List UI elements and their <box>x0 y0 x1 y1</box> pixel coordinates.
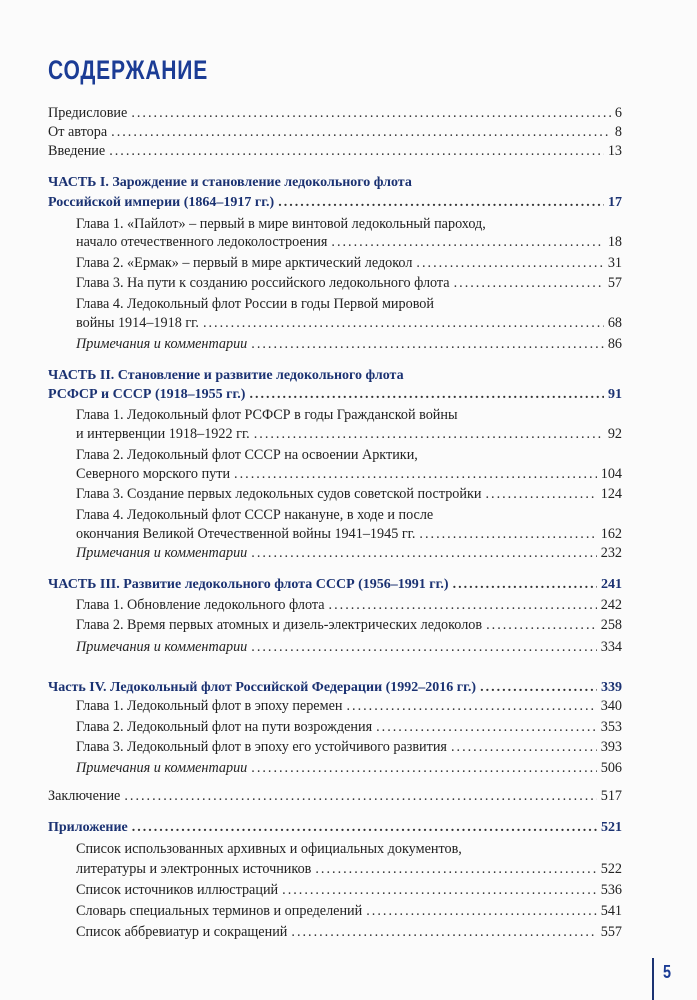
entry-title: Словарь специальных терминов и определений <box>76 903 363 919</box>
entry-title: Глава 3. Ледокольный флот в эпоху его устойчивого развития <box>76 739 447 755</box>
entry-title: Глава 2. Время первых атомных и дизель-электрических ледоколов <box>76 617 483 633</box>
toc-entry[interactable] <box>76 314 622 333</box>
entry-title: Глава 4. Ледокольный флот России в годы Первой мировой <box>76 296 434 312</box>
toc-entry[interactable] <box>76 254 622 273</box>
toc-entry[interactable] <box>76 697 622 716</box>
dot-leader <box>132 818 597 837</box>
entry-page-number: 162 <box>600 526 622 542</box>
dot-leader <box>453 575 597 594</box>
entry-title: Примечания и комментарии <box>76 336 248 352</box>
toc-entry[interactable] <box>76 335 622 354</box>
toc-entry[interactable] <box>76 465 622 484</box>
toc-entry[interactable] <box>76 638 622 657</box>
entry-title: войны 1914–1918 гг. <box>76 315 199 331</box>
toc-entry[interactable] <box>48 123 622 142</box>
entry-title: ЧАСТЬ II. Становление и развитие ледокольного флота <box>48 368 404 383</box>
dot-leader <box>131 104 611 123</box>
dot-leader <box>416 254 603 273</box>
entry-title: Примечания и комментарии <box>76 545 248 561</box>
entry-page-number: 258 <box>600 617 622 633</box>
toc-entry-line[interactable] <box>76 506 622 525</box>
toc-entry[interactable] <box>76 425 622 444</box>
dot-leader <box>451 738 597 757</box>
dot-leader <box>454 274 604 293</box>
toc-entry[interactable] <box>48 385 622 404</box>
toc-entry-line[interactable] <box>48 173 622 192</box>
entry-page-number: 521 <box>601 820 622 835</box>
entry-title: Глава 4. Ледокольный флот СССР накануне, в ходе и после <box>76 507 434 523</box>
entry-page-number: 57 <box>607 275 622 291</box>
toc-entry-line[interactable] <box>76 840 622 859</box>
dot-leader <box>251 335 604 354</box>
entry-title: и интервенции 1918–1922 гг. <box>76 426 250 442</box>
toc-entry[interactable] <box>48 678 622 697</box>
entry-title: Введение <box>48 143 106 159</box>
entry-page-number: 92 <box>607 426 622 442</box>
entry-page-number: 506 <box>600 760 622 776</box>
entry-page-number: 340 <box>600 698 622 714</box>
entry-page-number: 393 <box>600 739 622 755</box>
entry-page-number: 86 <box>607 336 622 352</box>
dot-leader <box>249 385 604 404</box>
toc-entry[interactable] <box>76 274 622 293</box>
entry-title: Список источников иллюстраций <box>76 882 279 898</box>
dot-leader <box>329 596 597 615</box>
toc-entry[interactable] <box>76 233 622 252</box>
entry-title: Северного морского пути <box>76 466 231 482</box>
entry-title: окончания Великой Отечественной войны 1941–1945 гг. <box>76 526 416 542</box>
toc-entry[interactable] <box>76 902 622 921</box>
page-title: СОДЕРЖАНИЕ <box>48 55 209 85</box>
entry-page-number: 104 <box>600 466 622 482</box>
dot-leader <box>203 314 604 333</box>
entry-page-number: 536 <box>600 882 622 898</box>
dot-leader <box>331 233 603 252</box>
toc-entry[interactable] <box>48 787 622 806</box>
dot-leader <box>419 525 596 544</box>
entry-title: литературы и электронных источников <box>76 861 312 877</box>
entry-page-number: 6 <box>614 105 622 121</box>
entry-title: ЧАСТЬ I. Зарождение и становление ледокольного флота <box>48 175 412 190</box>
entry-page-number: 124 <box>600 486 622 502</box>
entry-title: Глава 3. На пути к созданию российского ледокольного флота <box>76 275 450 291</box>
toc-entry-line[interactable] <box>48 366 622 385</box>
entry-page-number: 8 <box>614 124 622 140</box>
entry-title: Список аббревиатур и сокращений <box>76 924 288 940</box>
entry-title: Примечания и комментарии <box>76 760 248 776</box>
entry-page-number: 557 <box>600 924 622 940</box>
toc-entry[interactable] <box>48 104 622 123</box>
dot-leader <box>278 193 604 212</box>
toc-entry-line[interactable] <box>76 446 622 465</box>
entry-page-number: 522 <box>600 861 622 877</box>
entry-page-number: 339 <box>601 680 622 695</box>
toc-entry[interactable] <box>76 525 622 544</box>
toc-entry[interactable] <box>76 860 622 879</box>
dot-leader <box>346 697 596 716</box>
entry-title: ЧАСТЬ III. Развитие ледокольного флота СССР (1956–1991 гг.) <box>48 577 449 592</box>
toc-entry[interactable] <box>76 881 622 900</box>
toc-entry-line[interactable] <box>76 295 622 314</box>
toc-entry[interactable] <box>76 596 622 615</box>
dot-leader <box>282 881 597 900</box>
toc-entry[interactable] <box>48 193 622 212</box>
toc-entry[interactable] <box>76 738 622 757</box>
dot-leader <box>366 902 596 921</box>
entry-page-number: 517 <box>600 788 622 804</box>
toc-entry[interactable] <box>76 923 622 942</box>
entry-title: Российской империи (1864–1917 гг.) <box>48 195 275 210</box>
entry-title: Глава 1. «Пайлот» – первый в мире винтовой ледокольный пароход, <box>76 216 486 232</box>
toc-entry-line[interactable] <box>76 406 622 425</box>
entry-page-number: 91 <box>608 387 622 402</box>
toc-entry[interactable] <box>48 575 622 594</box>
entry-title: Приложение <box>48 820 128 835</box>
dot-leader <box>234 465 597 484</box>
entry-page-number: 68 <box>607 315 622 331</box>
dot-leader <box>480 678 597 697</box>
entry-page-number: 17 <box>608 195 622 210</box>
entry-title: Глава 2. Ледокольный флот СССР на освоении Арктики, <box>76 447 418 463</box>
entry-title: начало отечественного ледоколостроения <box>76 234 328 250</box>
toc-entry[interactable] <box>76 718 622 737</box>
entry-title: Примечания и комментарии <box>76 639 248 655</box>
dot-leader <box>124 787 596 806</box>
entry-title: Заключение <box>48 788 121 804</box>
entry-title: Предисловие <box>48 105 128 121</box>
toc-entry-line[interactable] <box>76 215 622 234</box>
dot-leader <box>109 142 604 161</box>
dot-leader <box>291 923 596 942</box>
toc-entry[interactable] <box>76 544 622 563</box>
dot-leader <box>251 638 596 657</box>
page-number: 5 <box>663 962 672 982</box>
entry-title: Глава 1. Ледокольный флот в эпоху перемен <box>76 698 343 714</box>
entry-page-number: 242 <box>600 597 622 613</box>
entry-page-number: 18 <box>607 234 622 250</box>
entry-page-number: 241 <box>601 577 622 592</box>
toc-entry[interactable] <box>48 142 622 161</box>
entry-title: Глава 2. Ледокольный флот на пути возрождения <box>76 719 373 735</box>
dot-leader <box>376 718 597 737</box>
entry-title: Глава 1. Обновление ледокольного флота <box>76 597 325 613</box>
dot-leader <box>486 616 597 635</box>
entry-page-number: 31 <box>607 255 622 271</box>
dot-leader <box>111 123 611 142</box>
dot-leader <box>485 485 596 504</box>
dot-leader <box>254 425 604 444</box>
entry-title: Глава 1. Ледокольный флот РСФСР в годы Гражданской войны <box>76 407 458 423</box>
entry-title: Часть IV. Ледокольный флот Российской Федерации (1992–2016 гг.) <box>48 680 477 695</box>
toc-entry[interactable] <box>76 759 622 778</box>
entry-page-number: 541 <box>600 903 622 919</box>
toc-entry[interactable] <box>76 485 622 504</box>
entry-page-number: 13 <box>607 143 622 159</box>
entry-title: Глава 3. Создание первых ледокольных судов советской постройки <box>76 486 482 502</box>
entry-title: Список использованных архивных и официальных документов, <box>76 841 462 857</box>
entry-page-number: 334 <box>600 639 622 655</box>
entry-title: РСФСР и СССР (1918–1955 гг.) <box>48 387 246 402</box>
entry-page-number: 232 <box>600 545 622 561</box>
page-number-bar <box>652 958 654 1000</box>
entry-title: От автора <box>48 124 108 140</box>
entry-title: Глава 2. «Ермак» – первый в мире арктический ледокол <box>76 255 413 271</box>
toc-entry[interactable] <box>48 818 622 837</box>
dot-leader <box>315 860 596 879</box>
entry-page-number: 353 <box>600 719 622 735</box>
dot-leader <box>251 759 596 778</box>
toc-entry[interactable] <box>76 616 622 635</box>
dot-leader <box>251 544 596 563</box>
